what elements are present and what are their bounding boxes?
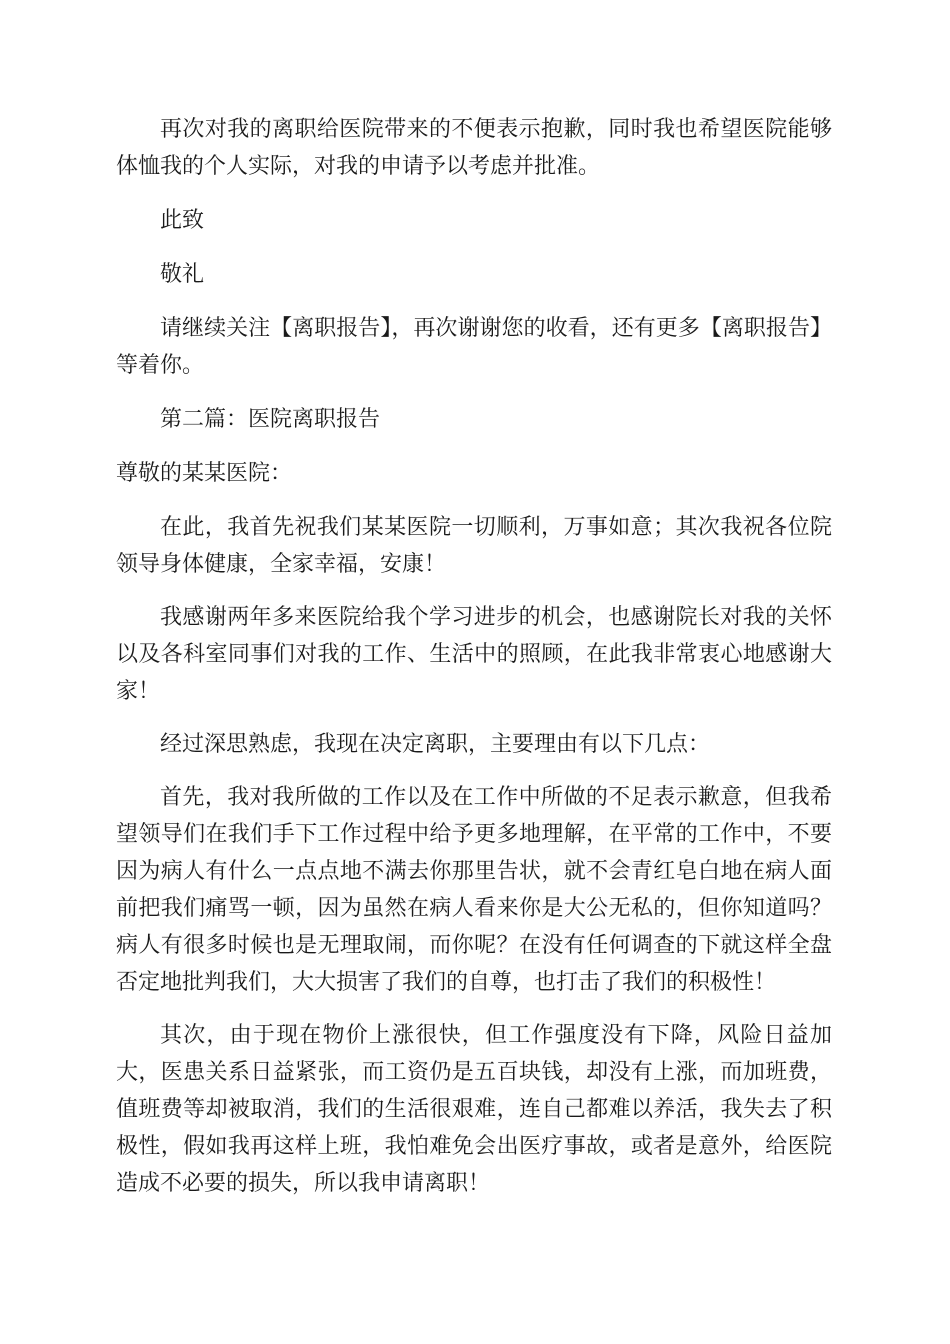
paragraph-apology: 再次对我的离职给医院带来的不便表示抱歉，同时我也希望医院能够体恤我的个人实际，对我的申请予以考虑并批准。 [116,117,832,179]
letter-greeting: 尊敬的某某医院： [116,461,293,486]
paragraph-reason-first: 首先，我对我所做的工作以及在工作中所做的不足表示歉意，但我希望领导们在我们手下工作过程中给予更多地理解，在平常的工作中，不要因为病人有什么一点点地不满去你那里告状，就不会青红皂白地在病人面前把我们痛骂一顿，因为虽然在病人看来你是大公无私的，但你知道吗？病人有很多时候也是无理取闹，而你呢？在没有任何调查的下就这样全盘否定地批判我们，大大损害了我们的自尊，也打击了我们的积极性！ [116,785,832,995]
paragraph-reason-second: 其次，由于现在物价上涨很快，但工作强度没有下降，风险日益加大，医患关系日益紧张，而工资仍是五百块钱，却没有上涨，而加班费，值班费等却被取消，我们的生活很艰难，连自己都难以养活，我失去了积极性，假如我再这样上班，我怕难免会出医疗事故，或者是意外，给医院造成不必要的损失，所以我申请离职！ [116,1023,832,1196]
paragraph-thanks: 我感谢两年多来医院给我个学习进步的机会，也感谢院长对我的关怀以及各科室同事们对我的工作、生活中的照顾，在此我非常衷心地感谢大家！ [116,605,832,704]
closing-salutation: 此致 [160,208,205,233]
paragraph-follow-notice: 请继续关注【离职报告】，再次谢谢您的收看，还有更多【离职报告】等着你。 [116,316,832,378]
section-heading: 第二篇：医院离职报告 [160,407,381,432]
paragraph-decision: 经过深思熟虑，我现在决定离职，主要理由有以下几点： [160,732,711,757]
paragraph-wishes: 在此，我首先祝我们某某医院一切顺利，万事如意；其次我祝各位院领导身体健康，全家幸福，安康！ [116,515,832,577]
document-page [116,111,832,1202]
closing-regards: 敬礼 [160,262,205,287]
